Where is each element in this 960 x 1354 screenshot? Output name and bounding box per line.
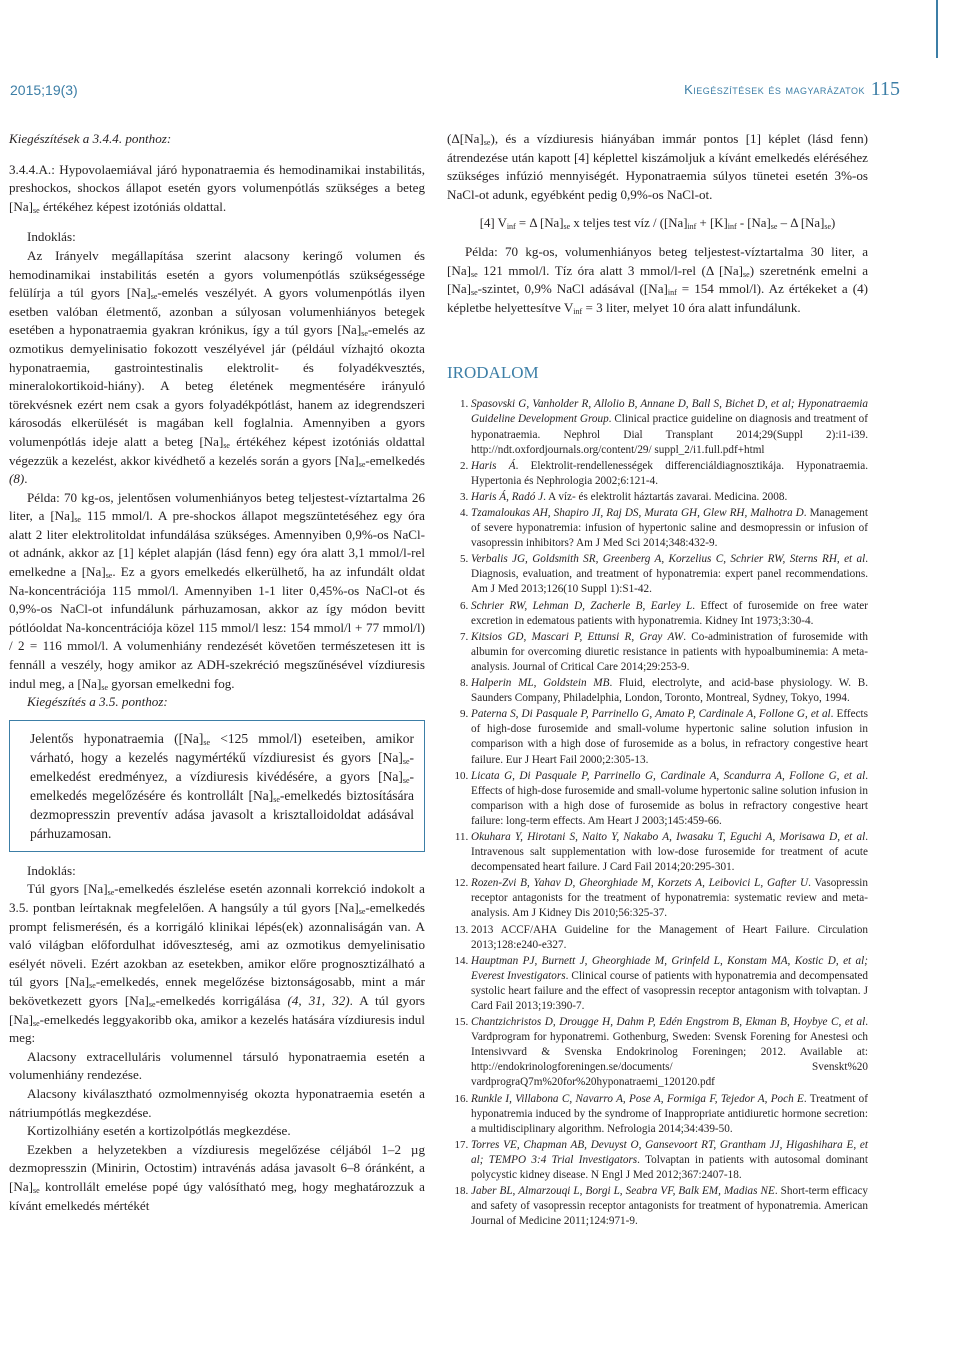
- reference-item: [471, 630, 868, 675]
- references-list: [447, 397, 868, 1229]
- reference-authors: Torres VE, Chapman AB, Devuyst O, Gansevoort RT, Grantham JJ, Higashihara E, et al; TEMPO 3:4 Trial Investigators: [471, 1138, 868, 1166]
- para-indoklas-2: Túl gyors $[Na]_{se}$-emelkedés észlelése esetén azonnali korrekció indokolt a 3.5. pontban leírtaknak megfelelően. A hangsúly a túl gyors $[Na]_{se}$-emelkedés prompt felismerésén, és a korrigáló klinikai lépés(ek) azonnaliságán van. A való világban előfordulhat időveszteség, ami az ozmotikus demyelinisatio esélyét növeli. Ezért azokban az esetekben, amikor előre prognosztizálható a túl gyors $[Na]_{se}$-emelkedés, ennek megelőzése biztonságosabb, mint a már bekövetkezett gyors $[Na]_{se}$-emelkedés korrigálása (4, 31, 32). A túl gyors $[Na]_{se}$-emelkedés leggyakoribb oka, amikor a kezelés hatására vízdiuresis indul meg:: [9, 881, 425, 1046]
- reference-item: [471, 676, 868, 706]
- reference-text: . Vasopressin receptor antagonists for the treatment of hyponatremia: systematic review and meta-analysis. Am J Kidney Dis 2010;56:325-37.: [471, 877, 868, 920]
- para-volumen: Alacsony extracelluláris volumennel társuló hyponatraemia esetén a volumenhiány rendezése.: [9, 1048, 425, 1083]
- reference-text: . Effects of high-dose furosemide and small-volume hypertonic saline solution infusion in comparison with a high dose of furosemide as a bolus, in refractory congestive heart failure. Eur J Heart Fail 2000;2:305-13.: [471, 708, 868, 766]
- reference-item: [471, 1092, 868, 1137]
- reference-authors: Runkle I, Villabona C, Navarro A, Pose A, Formiga F, Tejedor A, Poch E: [471, 1092, 804, 1105]
- para-kortizol: Kortizolhiány esetén a kortizolpótlás megkezdése.: [27, 1123, 291, 1139]
- reference-item: [471, 830, 868, 875]
- header-rule: [936, 0, 938, 58]
- reference-authors: Kitsios GD, Mascari P, Ettunsi R, Gray AW: [471, 630, 684, 643]
- reference-authors: Rozen-Zvi B, Yahav D, Gheorghiade M, Korzets A, Leibovici L, Gafter U: [471, 877, 809, 890]
- recommendation-box: [9, 720, 425, 852]
- reference-item: [471, 769, 868, 829]
- page-header: [0, 78, 960, 102]
- para-dezmopresszin: Ezekben a helyzetekben a vízdiuresis megelőzése céljából 1–2 µg dezmopresszin (Minirin, Octostim) intravénás adása javasolt 6–8 óránként, a $[Na]_{se}$ kontrollált emelése popé úgy valósítható meg, hogy meghatározzuk a kívánt emelkedés mértékét: [9, 1141, 425, 1213]
- issue-label: 2015;19(3): [10, 82, 78, 98]
- reference-text: . Treatment of hyponatremia induced by the syndrome of Inappropriate antidiuretic hormone secretion: a multidisciplinary algorithm. Nefrologia 2014;34:439-50.: [471, 1092, 868, 1135]
- reference-item: [471, 876, 868, 921]
- reference-text: . Effects of high-dose furosemide and small-volume hypertonic saline solution infusion in comparison with a high dose of furosemide as bolus in refractory congestive heart failure: long-term effects. Am Heart J 2003;145:459-66.: [471, 769, 868, 827]
- heading-3-5: Kiegészítés a 3.5. ponthoz:: [27, 694, 168, 710]
- para-ozmol: Alacsony kiválasztható ozmolmennyiség okozta hyponatraemia esetén a nátriumpótlás megkezdése.: [9, 1085, 425, 1120]
- indoklas-label: Indoklás:: [27, 229, 76, 245]
- left-column: [9, 130, 425, 1215]
- reference-item: [471, 1138, 868, 1183]
- reference-item: [471, 397, 868, 457]
- references-heading: IRODALOM: [447, 363, 539, 383]
- reference-authors: Licata G, Di Pasquale P, Parrinello G, Cardinale A, Scandurra A, Follone G, et al: [471, 769, 866, 782]
- heading-3-4-4: Kiegészítések a 3.4.4. ponthoz:: [9, 131, 172, 146]
- reference-item: [471, 1015, 868, 1090]
- section-title: Kiegészítések és magyarázatok: [684, 82, 865, 97]
- reference-authors: Paterna S, Di Pasquale P, Parrinello G, Amato P, Cardinale A, Follone G, et al: [471, 708, 831, 721]
- reference-authors: Verbalis JG, Goldsmith SR, Greenberg A, Korzelius C, Schrier RW, Sterns RH, et al: [471, 553, 866, 566]
- reference-text: . Elektrolit-rendellenességek differenciáldiagnosztikája. Hyponatraemia. Hypertonia és Nephrologia 2002;6:121-4.: [471, 459, 868, 487]
- reference-item: [471, 1184, 868, 1229]
- reference-authors: Haris Á, Radó J: [471, 490, 544, 503]
- reference-authors: Chantzichristos D, Drougge H, Dahm P, Edén Engstrom B, Ekman B, Hoybye C, et al: [471, 1016, 866, 1029]
- reference-authors: Jaber BL, Almarzouqi L, Borgi L, Seabra VF, Balk EM, Madias NE: [471, 1185, 775, 1198]
- page-number: 115: [870, 78, 900, 100]
- reference-text: . Short-term efficacy and safety of vasopressin receptor antagonists for treatment of hyponatremia. American Journal of Medicine 2011;124:971-9.: [471, 1185, 868, 1228]
- reference-authors: Haris Á: [471, 459, 516, 472]
- reference-text: . Effect of furosemide on free water excretion in edematous patients with hyponatremia. Kidney Int 1973;3:30-4.: [471, 599, 868, 627]
- para-3-4-4-a: 3.4.4.A.: Hypovolaemiával járó hyponatraemia és hemodinamikai instabilitás, preshockos, shockos állapot esetén gyors volumenpótlás szükséges a beteg $[Na]_{se}$ értékéhez képest izotóniás oldattal.: [9, 161, 425, 215]
- indoklas-label-2: Indoklás:: [27, 862, 76, 878]
- reference-item: [471, 459, 868, 489]
- reference-text: . A víz- és elektrolit háztartás zavarai. Medicina. 2008.: [543, 490, 788, 503]
- para-pelda-2: Példa: 70 kg-os, volumenhiányos beteg teljestest-víztartalma 30 liter, a $[Na]_{se}$ 121 mmol/l. Tíz óra alatt 3 mmol/l-rel (Δ $[Na]_{se}$) szeretnénk emelni a $[Na]_{se}$-szintet, 0,9% NaCl adásával ($[Na]_{inf} = 154$ mmol/l). Az értékeket a (4) képletbe helyettesítve $V_{inf} = 3$ liter, melyet 10 óra alatt infundálunk.: [447, 243, 869, 316]
- reference-item: [471, 490, 868, 505]
- reference-item: [471, 923, 868, 953]
- formula-4: [4] $V_{inf} = \Delta$ $[Na]_{se}$ x teljes test víz / ($[Na]_{inf} + [K]_{inf} - [Na]_{se} - \Delta$ $[Na]_{se}$): [479, 216, 836, 232]
- reference-text: . Intravenous salt supplementation with low-dose furosemide for treatment of acute decompensated heart failure. J Card Fail 2014;20:295-301.: [471, 830, 868, 874]
- reference-authors: Halperin ML, Goldstein MB: [471, 677, 610, 690]
- reference-text: . Tolvaptan in patients with autosomal dominant polycystic kidney disease. N Engl J Med 2012;367:2407-18.: [471, 1153, 868, 1182]
- para-right-1: $(\Delta[Na]_{se})$, és a vízdiuresis hiányában immár pontos [1] képlet (lásd fenn) átrendezése után kapott [4] képlettel kiszámoljuk a kívánt emelkedés eléréséhez szükséges infúzió mennyiségét. Hyponatraemia súlyos tünetei esetén 3%-os NaCl-ot adunk, egyébként pedig 0,9%-os NaCl-ot.: [447, 131, 868, 202]
- reference-item: [471, 506, 868, 551]
- reference-authors: Tzamaloukas AH, Shapiro JI, Raj DS, Murata GH, Glew RH, Malhotra D: [471, 507, 804, 519]
- reference-text: 2013 ACCF/AHA Guideline for the Management of Heart Failure. Circulation 2013;128:e240-e327.: [471, 923, 868, 951]
- reference-item: [471, 707, 868, 767]
- reference-text: . Management of severe hyponatremia: infusion of hypertonic saline and desmopressin or infusion of vasopressin inhibitors? Am J Med Sci 2014;348:432-9.: [471, 507, 868, 550]
- reference-authors: Spasovski G, Vanholder R, Allolio B, Annane D, Ball S, Bichet D, et al; Hyponatraemia Guideline Development Group: [471, 398, 868, 426]
- reference-text: . Fluid, electrolyte, and acid-base physiology. W. B. Saunders Company, Philadelphia, London, Toronto, Montreal, Sydney, Tokyo, 1994.: [471, 677, 868, 705]
- reference-text: . Vardprogram for hyponatremi. Gothenburg, Sweden: Svensk Forening for Anestesi och Intensivvard & Svenska Endokrinolog Foreningen; 2012. Available at: http://endokrinologforeningen.se/documents/ Svenskt%20 vardprograQ7m%20for%20hyponatraemi_120120.pdf: [471, 1016, 868, 1089]
- reference-text: . Diagnosis, evaluation, and treatment of hyponatremia: expert panel recommendations. Am J Med 2013;126(10 Suppl 1):S1-42.: [471, 553, 868, 596]
- reference-text: . Clinical practice guideline on diagnosis and treatment of hyponatraemia. Nephrol Dial Transplant 2014;29(Suppl 2):i1-i39. http://ndt.oxfordjournals.org/content/29/ suppl_2/i1.full.pdf+html: [471, 413, 868, 456]
- reference-authors: Okuhara Y, Hirotani S, Naito Y, Nakabo A, Iwasaku T, Eguchi A, Morisawa D, et al: [471, 830, 866, 843]
- reference-text: . Co-administration of furosemide with albumin for overcoming diuretic resistance in patients with hypoalbuminemia: A meta-analysis. Journal of Critical Care 2014;29:253-9.: [471, 630, 868, 673]
- para-pelda-1: Példa: 70 kg-os, jelentősen volumenhiányos beteg teljestest-víztartalma 26 liter, a $[Na]_{se}$ 115 mmol/l. A pre-shockos állapot megszüntetéséhez egy óra alatt 2 liter elektrolitoldat infundálása szükséges. Amennyiben 0,9%-os NaCl-ot adnánk, akkor az [1] képlet alapján (lásd fenn) egy óra alatt 3,1 mmol/l-rel emelkedne a $[Na]_{se}$. Ez a gyors emelkedés elkerülhető, ha az infundált oldat Na-koncentrációja 115 mmol/l. Amennyiben 1-1 liter 0,45%-os NaCl-ot és 0,9%-os NaCl-ot infundálunk párhuzamosan, akkor az így módon bevitt pótlóoldat Na-koncentrációja közel 115 mmol/l lesz: 154 mmol/l + 77 mmol/l) / 2 = 116 mmol/l. A volumenhiány rendezését követően természetesen itt is fennáll a veszély, hogy amikor az ADH-szekréció megszűnésével vízdiuresis indul meg, a $[Na]_{se}$ gyorsan emelkedni fog.: [9, 489, 425, 692]
- reference-item: [471, 552, 868, 597]
- reference-authors: Hauptman PJ, Burnett J, Gheorghiade M, Grinfeld L, Konstam MA, Kostic D, et al; Everest Investigators: [471, 954, 868, 982]
- reference-item: [471, 954, 868, 1014]
- right-column: [447, 130, 868, 1230]
- reference-item: [471, 599, 868, 629]
- reference-text: . Clinical course of patients with hyponatremia and decompensated systolic heart failure and the effect of vasopressin receptor antagonism with tolvaptan. J Card Fail 2013;19:390-7.: [471, 969, 868, 1012]
- para-indoklas-1: Az Irányelv megállapítása szerint alacsony keringő volumen és hemodinamikai instabilitás esetén a gyors volumenpótlás szükségessége felülírja a túl gyors $[Na]_{se}$-emelés veszélyét. A gyors volumenpótlás ilyen esetben valóban életmentő, azonban a súlyosan volumenhiányos betegek esetében a hyponatraemia gyakran krónikus, így a túl gyors $[Na]_{se}$-emelés az ozmotikus demyelinisatio fokozott veszélyével jár (például vízhajtó okozta hyponatraemia, gastrointestinalis elektrolit- és folyadékvesztés, mineralokortikoid-hiány). A beteg életének megmentésére irányuló törekvésnek ezért nem csak a gyors folyadékpótlást, hanem az idegrendszeri károsodás elkerülését is magában kell foglalnia. Amennyiben a gyors volumenpótlás ideje alatt a beteg $[Na]_{se}$ értékéhez képest izotóniás oldattal végezzük a kezelést, akkor kivédhető a kezelés során a gyors $[Na]_{se}$-emelkedés (8).: [9, 247, 425, 487]
- reference-authors: Schrier RW, Lehman D, Zacherle B, Earley L: [471, 599, 693, 612]
- box-text: Jelentős hyponatraemia ($[Na]_{se} <125$ mmol/l) eseteiben, amikor várható, hogy a kezelés nagymértékű vízdiuresist és gyors $[Na]_{se}$-emelkedést eredményez, a vízdiuresis kivédésére, a gyors $[Na]_{se}$-emelkedés megelőzésére és kontrollált $[Na]_{se}$-emelkedés biztosítására dezmopresszin preventív adása javasolt a krisztalloidoldat adásával párhuzamosan.: [30, 730, 415, 841]
